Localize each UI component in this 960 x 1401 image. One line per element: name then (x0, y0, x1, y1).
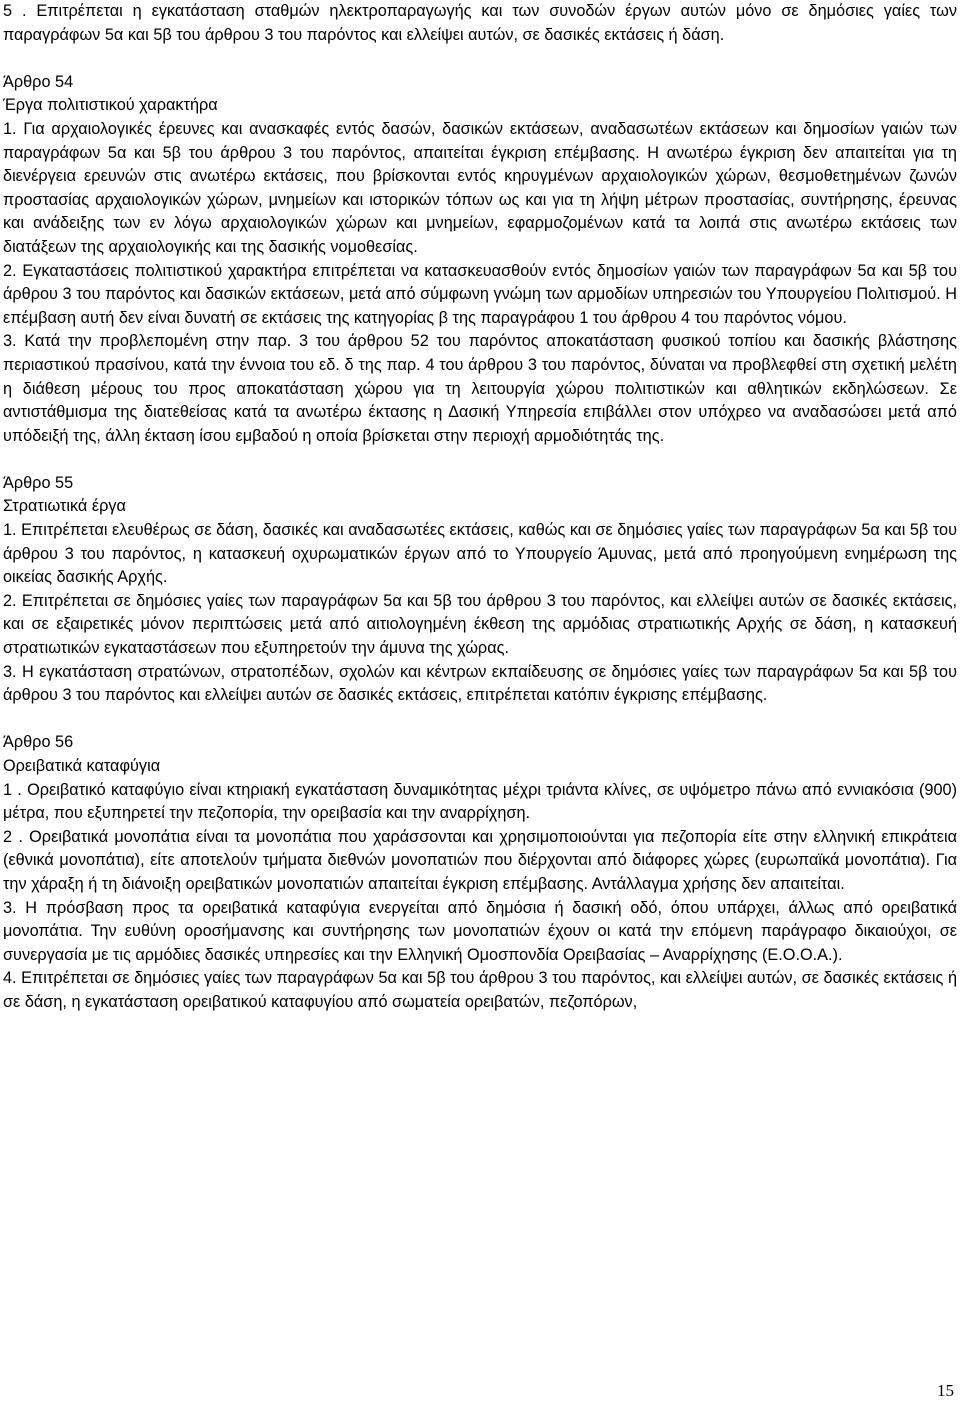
paragraph: 1. Επιτρέπεται ελευθέρως σε δάση, δασικές και αναδασωτέες εκτάσεις, καθώς και σε δημόσιες γαίες των παραγράφων 5α και 5β του άρθρου 3 του παρόντος, η κατασκευή οχυρωματικών έργων από το Υπουργείο Άμυνας, μετά από προηγούμενη ενημέρωση της οικείας δασικής Αρχής. (3, 521, 957, 587)
article-heading: Άρθρο 54 (3, 72, 74, 91)
paragraph: 3. Κατά την προβλεπομένη στην παρ. 3 του άρθρου 52 του παρόντος αποκατάσταση φυσικού τοπίου και δασικής βλάστησης περιαστικού πρασίνου, κατά την έννοια του εδ. δ της παρ. 4 του άρθρου 3 του παρόντος, δύναται να προβλεφθεί στη σχετική μελέτη η διάθεση μέρους του προς αποκατάσταση χώρου για τη λειτουργία χώρου πολιτιστικών και αθλητικών εκδηλώσεων. Σε αντιστάθμισμα της διατεθείσας κατά τα ανωτέρω έκτασης η Δασική Υπηρεσία επιβάλλει στον υπόχρεο να αναδασώσει μετά από υπόδειξή της, άλλη έκταση ίσου εμβαδού η οποία βρίσκεται στην περιοχή αρμοδιότητάς της. (3, 332, 957, 445)
article-heading: Άρθρο 55 (3, 473, 74, 492)
document-body (3, 0, 957, 1015)
paragraph: 3. Η εγκατάσταση στρατώνων, στρατοπέδων, σχολών και κέντρων εκπαίδευσης σε δημόσιες γαίες των παραγράφων 5α και 5β του άρθρου 3 του παρόντος και ελλείψει αυτών σε δασικές εκτάσεις, επιτρέπεται κατόπιν έγκρισης επέμβασης. (3, 662, 957, 705)
paragraph: 4. Επιτρέπεται σε δημόσιες γαίες των παραγράφων 5α και 5β του άρθρου 3 του παρόντος, και ελλείψει αυτών, σε δασικές εκτάσεις ή σε δάση, η εγκατάσταση ορειβατικού καταφυγίου από σωματεία ορειβατών, πεζοπόρων, (3, 969, 957, 1011)
paragraph: 2 . Ορειβατικά μονοπάτια είναι τα μονοπάτια που χαράσσονται και χρησιμοποιούνται για πεζοπορία είτε στην ελληνική επικράτεια (εθνικά μονοπάτια), είτε αποτελούν τμήματα διεθνών μονοπατιών που διέρχονται από διάφορες χώρες (ευρωπαϊκά μονοπάτια). Για την χάραξη ή τη διάνοιξη ορειβατικών μονοπατιών απαιτείται έγκριση επέμβασης. Αντάλλαγμα χρήσης δεν απαιτείται. (3, 827, 957, 893)
article-heading: Άρθρο 56 (3, 733, 74, 752)
paragraph: 2. Εγκαταστάσεις πολιτιστικού χαρακτήρα επιτρέπεται να κατασκευασθούν εντός δημοσίων γαιών των παραγράφων 5α και 5β του άρθρου 3 του παρόντος και δασικών εκτάσεων, μετά από σύμφωνη γνώμη των αρμοδίων υπηρεσιών του Υπουργείου Πολιτισμού. Η επέμβαση αυτή δεν είναι δυνατή σε εκτάσεις της κατηγορίας β της παραγράφου 1 του άρθρου 4 του παρόντος νόμου. (3, 261, 957, 327)
blank-line (3, 708, 957, 732)
page-number: 15 (937, 1381, 954, 1400)
paragraph: 2. Επιτρέπεται σε δημόσιες γαίες των παραγράφων 5α και 5β του άρθρου 3 του παρόντος, και ελλείψει αυτών σε δασικές εκτάσεις, και σε εξαιρετικές μόνον περιπτώσεις μετά από αιτιολογημένη έκθεση της αρμόδιας στρατιωτικής Αρχής σε δάση, η κατασκευή στρατιωτικών εγκαταστάσεων που εξυπηρετούν την άμυνα της χώρας. (3, 591, 957, 658)
paragraph: 1 . Ορειβατικό καταφύγιο είναι κτηριακή εγκατάσταση δυναμικότητας μέχρι τριάντα κλίνες, σε υψόμετρο πάνω από εννιακόσια (900) μέτρα, που εξυπηρετεί την πεζοπορία, την ορειβασία και την αναρρίχηση. (3, 780, 957, 823)
article-title: Στρατιωτικά έργα (3, 497, 126, 516)
paragraph: 5 . Επιτρέπεται η εγκατάσταση σταθμών ηλεκτροπαραγωγής και των συνοδών έργων αυτών μόνο σε δημόσιες γαίες των παραγράφων 5α και 5β του άρθρου 3 του παρόντος και ελλείψει αυτών, σε δασικές εκτάσεις ή δάση. (3, 2, 957, 44)
article-title: Ορειβατικά καταφύγια (3, 757, 161, 775)
paragraph: 1. Για αρχαιολογικές έρευνες και ανασκαφές εντός δασών, δασικών εκτάσεων, αναδασωτέων εκτάσεων και δημοσίων γαιών των παραγράφων 5α και 5β του άρθρου 3 του παρόντος, απαιτείται έγκριση επέμβασης. Η ανωτέρω έγκριση δεν απαιτείται για τη διενέργεια ερευνών στις ανωτέρω εκτάσεις, που βρίσκονται εντός κηρυγμένων αρχαιολογικών χώρων, θεσμοθετημένων ζωνών προστασίας αρχαιολογικών χώρων, μνημείων και ιστορικών τόπων ως και για τη λήψη μέτρων προστασίας, συντήρησης, έρευνας και ανάδειξης των εν λόγω αρχαιολογικών χώρων και μνημείων, εφαρμοζομένων κατά τα λοιπά στις ανωτέρω εκτάσεις των διατάξεων της αρχαιολογικής και της δασικής νομοθεσίας. (3, 119, 957, 256)
paragraph: 3. Η πρόσβαση προς τα ορειβατικά καταφύγια ενεργείται από δημόσια ή δασική οδό, όπου υπάρχει, άλλως από ορειβατικά μονοπάτια. Την ευθύνη οροσήμανσης και συντήρησης των μονοπατιών έχουν οι κατά την επόμενη παράγραφο δικαιούχοι, σε συνεργασία με τις αρμόδιες δασικές υπηρεσίες και την Ελληνική Ομοσπονδία Ορειβασίας – Αναρρίχησης (Ε.Ο.Ο.Α.). (3, 898, 957, 964)
blank-line (3, 47, 957, 71)
article-title: Έργα πολιτιστικού χαρακτήρα (3, 96, 218, 115)
blank-line (3, 448, 957, 472)
